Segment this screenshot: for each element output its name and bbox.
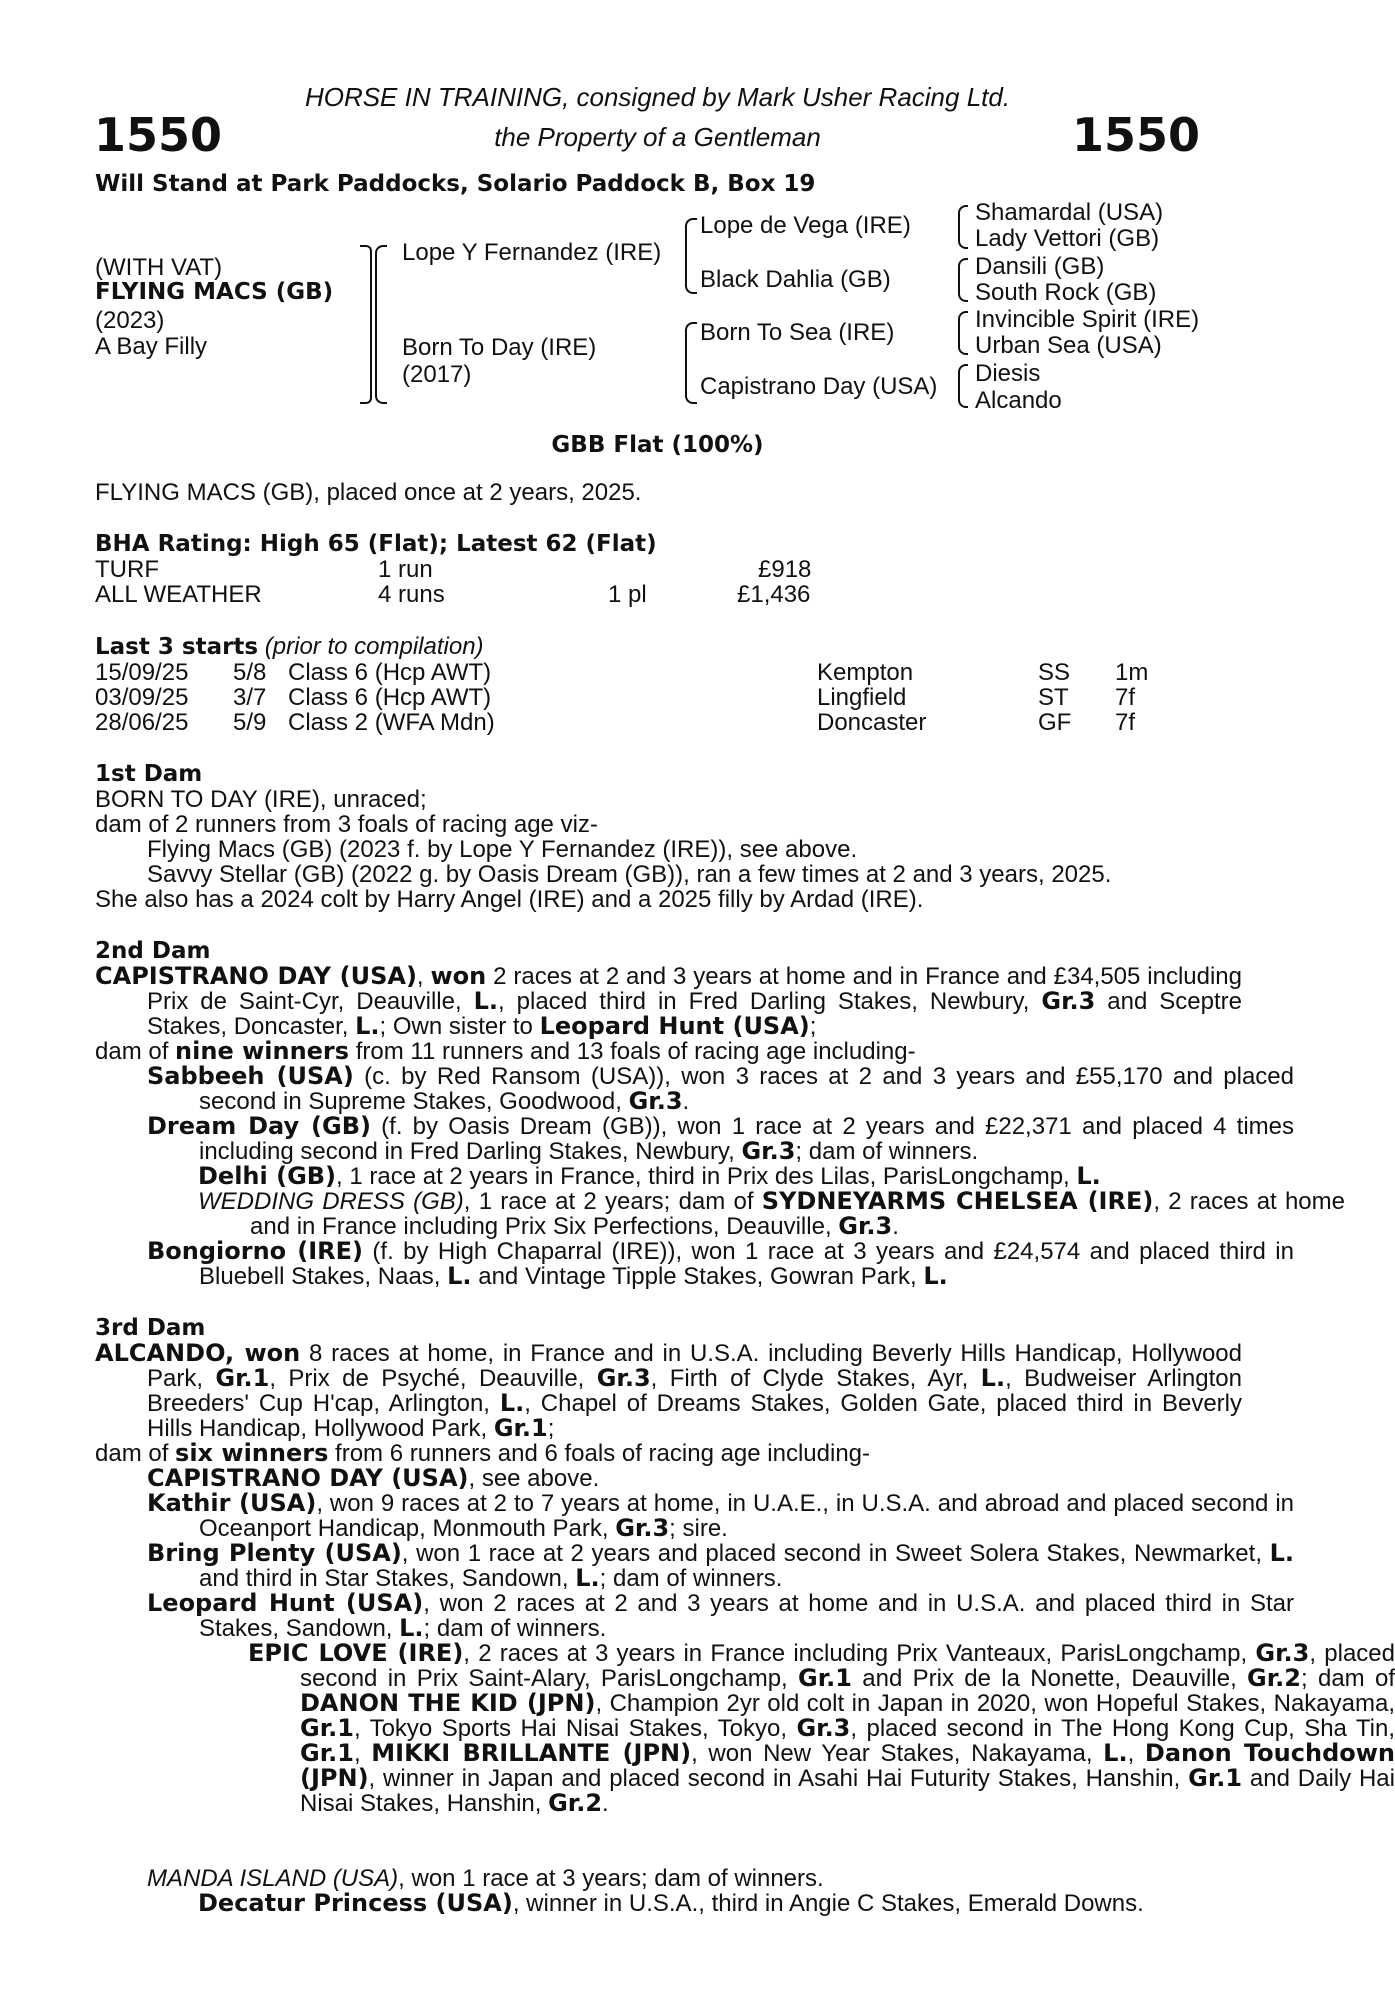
delhi: Delhi (GB) — [198, 1162, 337, 1190]
second-dam-dam-of — [95, 1039, 1190, 1064]
listed: L. — [575, 1564, 600, 1592]
start-race: Class 2 (WFA Mdn) — [288, 709, 495, 736]
dam-name-bold: CAPISTRANO DAY (USA) — [95, 962, 417, 990]
stand-location: Will Stand at Park Paddocks, Solario Paddock B, Box 19 — [95, 171, 816, 197]
produce-bring-plenty — [95, 1541, 1294, 1591]
text: (f. by Oasis Dream (GB)), won 1 race at 2 years and £22,371 and placed 4 times including second in Fred Darling Stakes, Newbury, — [199, 1113, 1295, 1165]
group3: Gr.3 — [628, 1087, 683, 1115]
text: ; dam of winners. — [795, 1138, 979, 1165]
dam-sire: Born To Sea (IRE) — [700, 319, 895, 346]
text: dam of — [95, 1038, 176, 1065]
text: , winner in U.S.A., third in Angie C Stakes, Emerald Downs. — [512, 1890, 1144, 1917]
start-date: 15/09/25 — [95, 659, 189, 686]
text: , Champion 2yr old colt in Japan in 2020, won Hopeful Stakes, Nakayama, — [595, 1690, 1395, 1717]
brace-ds — [958, 311, 968, 355]
text: ; sire. — [669, 1515, 728, 1542]
manda-island: MANDA ISLAND (USA) — [147, 1865, 399, 1892]
text: , placed second in Prix Saint-Alary, ParisLongchamp, — [300, 1640, 1395, 1692]
turf-prize: £918 — [758, 556, 812, 583]
text: (c. by Red Ransom (USA)), won 3 races at 2 and 3 years and £55,170 and placed second in Supreme Stakes, Goodwood, — [199, 1063, 1294, 1115]
nine-winners: nine winners — [175, 1037, 350, 1065]
text: from 11 runners and 13 foals of racing age including- — [349, 1038, 916, 1065]
danon-touchdown: Danon Touchdown (JPN) — [300, 1739, 1395, 1792]
start-going: GF — [1038, 709, 1072, 736]
turf-runs: 1 run — [378, 556, 433, 583]
first-dam-heading: 1st Dam — [95, 761, 203, 787]
group2: Gr.2 — [1247, 1664, 1301, 1692]
produce-leopard-hunt: Leopard Hunt (USA), won 2 races at 2 and 3 years at home and in U.S.A. and placed third in Star Stakes, Sandown, L.; dam of winners. — [147, 1589, 1294, 1642]
brace-main-close — [360, 245, 372, 404]
brace-dam — [685, 322, 697, 404]
text: . — [682, 1088, 690, 1115]
epic-love: EPIC LOVE (IRE) — [248, 1639, 464, 1667]
sire-sire: Lope de Vega (IRE) — [700, 212, 911, 239]
start-race: Class 6 (Hcp AWT) — [288, 684, 492, 711]
text: , Budweiser Arlington Breeders' Cup H'cap, Arlington, — [147, 1365, 1242, 1417]
listed: L. — [447, 1262, 472, 1290]
brace-main — [375, 245, 387, 404]
gbb-status: GBB Flat (100%) — [551, 432, 764, 458]
group1: Gr.1 — [493, 1414, 548, 1442]
first-dam-line2: dam of 2 runners from 3 foals of racing age viz- — [95, 811, 598, 838]
start-dist: 7f — [1115, 684, 1136, 711]
listed: L. — [499, 1389, 525, 1417]
text: , Tokyo Sports Hai Nisai Stakes, Tokyo, — [353, 1715, 797, 1742]
produce-epic-love: EPIC LOVE (IRE), 2 races at 3 years in France including Prix Vanteaux, ParisLongchamp, Gr.3, placed second in Prix Saint-Alary, ParisLongchamp, Gr.1 and Prix de la Nonette, Deauville, Gr.2; dam of DANON THE KID (JPN), Champion 2yr old colt in Japan in 2020, won Hopeful Stakes, Nakayama, Gr.1, Tokyo Sports Hai Nisai Stakes, Tokyo, Gr.3, placed second in The Hong Kong Cup, Sha Tin, Gr.1, MIKKI BRILLANTE (JPN), won New Year Stakes, Nakayama, L., Danon Touchdown (JPN), winner in Japan and placed second in Asahi Hai Futurity Stakes, Hanshin, Gr.1 and Daily Hai Nisai Stakes, Hanshin, Gr.2. — [248, 1639, 1395, 1817]
sydneyarms-chelsea: SYDNEYARMS CHELSEA (IRE) — [761, 1187, 1154, 1215]
start-date: 28/06/25 — [95, 709, 189, 736]
aw-label: ALL WEATHER — [95, 581, 262, 608]
text: , 2 races at 3 years in France including Prix Vanteaux, ParisLongchamp, — [463, 1640, 1256, 1667]
group3: Gr.3 — [838, 1212, 893, 1240]
ped-ddd: Alcando — [975, 387, 1062, 414]
group3: Gr.3 — [615, 1514, 670, 1542]
group1: Gr.1 — [300, 1739, 354, 1767]
start-course: Doncaster — [817, 709, 927, 736]
won-bold: , won — [224, 1339, 301, 1367]
dam-dam: Capistrano Day (USA) — [700, 373, 938, 400]
capistrano-day: CAPISTRANO DAY (USA) — [147, 1464, 469, 1492]
text: , 1 race at 2 years; dam of — [463, 1188, 762, 1215]
start-going: ST — [1038, 684, 1069, 711]
third-dam-paragraph — [95, 1341, 1242, 1441]
alcando: ALCANDO — [95, 1339, 225, 1367]
ped-dss: Invincible Spirit (IRE) — [975, 306, 1200, 333]
property-line: the Property of a Gentleman — [494, 122, 821, 152]
turf-label: TURF — [95, 556, 159, 583]
mikki-brillante: MIKKI BRILLANTE (JPN) — [371, 1739, 692, 1767]
listed: L. — [399, 1614, 424, 1642]
leopard-hunt: Leopard Hunt (USA) — [539, 1012, 810, 1040]
sabbeeh: Sabbeeh (USA) — [147, 1062, 354, 1090]
brace-sire — [685, 218, 697, 294]
start-pos: 5/8 — [233, 659, 267, 686]
won-bold: won — [430, 962, 487, 990]
text: , Chapel of Dreams Stakes, Golden Gate, placed third in Beverly Hills Handicap, Hollywood Park, — [147, 1390, 1242, 1442]
text: 2 races at 2 and 3 years at home and in France and £34,505 including Prix de Saint-Cyr, Deauville, — [147, 963, 1242, 1015]
second-dam-heading: 2nd Dam — [95, 938, 211, 964]
dam-name: Born To Day (IRE) — [402, 334, 597, 361]
wedding-dress: WEDDING DRESS (GB) — [198, 1188, 464, 1215]
text: ; Own sister to — [379, 1013, 540, 1040]
last-starts-note: (prior to compilation) — [264, 633, 484, 660]
sire-name: Lope Y Fernandez (IRE) — [402, 239, 662, 266]
produce-kathir — [95, 1491, 1294, 1541]
third-dam-dam-of — [95, 1441, 1190, 1466]
produce-wedding-dress: WEDDING DRESS (GB), 1 race at 2 years; dam of SYDNEYARMS CHELSEA (IRE), 2 races at home and in France including Prix Six Perfections, Deauville, Gr.3. — [198, 1187, 1345, 1240]
start-pos: 5/9 — [233, 709, 267, 736]
produce-decatur-princess — [95, 1891, 1345, 1916]
vat-note: (WITH VAT) — [95, 254, 223, 281]
group1: Gr.1 — [300, 1714, 354, 1742]
dream-day: Dream Day (GB) — [147, 1112, 371, 1140]
group3: Gr.3 — [1041, 987, 1096, 1015]
third-dam-heading: 3rd Dam — [95, 1315, 206, 1341]
text: and third in Star Stakes, Sandown, — [199, 1565, 576, 1592]
sire-dam: Black Dahlia (GB) — [700, 266, 891, 293]
group3: Gr.3 — [1255, 1639, 1310, 1667]
group3: Gr.3 — [796, 1714, 851, 1742]
text: , won 9 races at 2 to 7 years at home, in U.A.E., in U.S.A. and abroad and placed second in Oceanport Handicap, Monmouth Park, — [199, 1490, 1294, 1542]
text: ; dam of winners. — [599, 1565, 783, 1592]
start-going: SS — [1038, 659, 1071, 686]
listed: L. — [1269, 1539, 1295, 1567]
aw-prize: £1,436 — [737, 581, 811, 608]
start-date: 03/09/25 — [95, 684, 189, 711]
ped-sdd: South Rock (GB) — [975, 279, 1157, 306]
text: dam of — [95, 1440, 176, 1467]
listed: L. — [355, 1012, 380, 1040]
last-starts-title: Last 3 starts — [95, 634, 259, 660]
start-dist: 1m — [1115, 659, 1149, 686]
second-dam-paragraph: CAPISTRANO DAY (USA), won 2 races at 2 and 3 years at home and in France and £34,505 including Prix de Saint-Cyr, Deauville, L., placed third in Fred Darling Stakes, Newbury, Gr.3 and Sceptre Stakes, Doncaster, L.; Own sister to Leopard Hunt (USA); — [95, 962, 1243, 1040]
race-summary: FLYING MACS (GB), placed once at 2 years, 2025. — [95, 479, 642, 506]
brace-ss — [958, 205, 968, 249]
ped-dds: Diesis — [975, 360, 1041, 387]
decatur-princess: Decatur Princess (USA) — [198, 1889, 513, 1917]
bring-plenty: Bring Plenty (USA) — [147, 1539, 402, 1567]
leopard-hunt: Leopard Hunt (USA) — [147, 1589, 424, 1617]
listed: L. — [473, 987, 499, 1015]
dam-year: (2017) — [402, 361, 472, 388]
text: 8 races at home, in France and in U.S.A. including Beverly Hills Handicap, Hollywood Park, — [147, 1340, 1242, 1392]
text: (f. by High Chaparral (IRE)), won 1 race at 3 years and £24,574 and placed third in Bluebell Stakes, Naas, — [199, 1238, 1294, 1290]
group3: Gr.3 — [741, 1137, 796, 1165]
first-dam-line3: Flying Macs (GB) (2023 f. by Lope Y Fernandez (IRE)), see above. — [147, 836, 858, 863]
text: , 1 race at 2 years in France, third in Prix des Lilas, ParisLongchamp, — [336, 1163, 1077, 1190]
ped-ssd: Lady Vettori (GB) — [975, 225, 1160, 252]
start-race: Class 6 (Hcp AWT) — [288, 659, 492, 686]
produce-dream-day — [95, 1114, 1294, 1164]
lot-number-left: 1550 — [94, 108, 223, 162]
text: ; — [809, 1013, 817, 1040]
bongiorno: Bongiorno (IRE) — [147, 1237, 364, 1265]
start-course: Lingfield — [817, 684, 907, 711]
listed: L. — [923, 1262, 948, 1290]
text: ; — [547, 1415, 555, 1442]
produce-manda-island — [95, 1866, 1294, 1891]
text: , 2 races at home and in France including Prix Six Perfections, Deauville, — [250, 1188, 1345, 1240]
horse-description: A Bay Filly — [95, 333, 208, 360]
text: from 6 runners and 6 foals of racing age including- — [328, 1440, 871, 1467]
kathir: Kathir (USA) — [147, 1489, 317, 1517]
produce-delhi — [95, 1164, 1345, 1189]
six-winners: six winners — [175, 1439, 329, 1467]
produce-bongiorno — [95, 1239, 1294, 1289]
last-starts-heading — [95, 634, 484, 660]
text: , placed third in Fred Darling Stakes, Newbury, — [498, 988, 1042, 1015]
start-course: Kempton — [817, 659, 914, 686]
text: , Firth of Clyde Stakes, Ayr, — [650, 1365, 981, 1392]
produce-sabbeeh — [95, 1064, 1294, 1114]
text: , won 1 race at 3 years; dam of winners. — [398, 1865, 824, 1892]
text: , see above. — [468, 1465, 600, 1492]
text: , won New Year Stakes, Nakayama, — [691, 1740, 1104, 1767]
listed: L. — [1076, 1162, 1101, 1190]
text: and Daily Hai Nisai Stakes, Hanshin, — [300, 1765, 1395, 1817]
text: , winner in Japan and placed second in Asahi Hai Futurity Stakes, Hanshin, — [368, 1765, 1189, 1792]
text: , won 1 race at 2 years and placed second in Sweet Solera Stakes, Newmarket, — [401, 1540, 1270, 1567]
bha-rating: BHA Rating: High 65 (Flat); Latest 62 (Flat) — [95, 531, 657, 557]
produce-capistrano — [95, 1466, 1294, 1491]
text: , Prix de Psyché, Deauville, — [269, 1365, 597, 1392]
group1: Gr.1 — [1188, 1764, 1243, 1792]
first-dam-line5: She also has a 2024 colt by Harry Angel (IRE) and a 2025 filly by Ardad (IRE). — [95, 886, 924, 913]
lot-number-right: 1550 — [1072, 108, 1201, 162]
first-dam-line4: Savvy Stellar (GB) (2022 g. by Oasis Dream (GB)), ran a few times at 2 and 3 years, 2025. — [147, 861, 1112, 888]
listed: L. — [980, 1364, 1006, 1392]
listed: L. — [1103, 1739, 1128, 1767]
group3: Gr.3 — [596, 1364, 651, 1392]
horse-year: (2023) — [95, 307, 165, 334]
consignor-line: HORSE IN TRAINING, consigned by Mark Usher Racing Ltd. — [304, 82, 1011, 112]
start-pos: 3/7 — [233, 684, 267, 711]
brace-dd — [958, 364, 968, 408]
aw-runs: 4 runs — [378, 581, 445, 608]
first-dam-line1: BORN TO DAY (IRE), unraced; — [95, 786, 427, 813]
ped-sss: Shamardal (USA) — [975, 199, 1164, 226]
ped-sds: Dansili (GB) — [975, 253, 1105, 280]
group2: Gr.2 — [548, 1789, 603, 1817]
text: and Vintage Tipple Stakes, Gowran Park, — [471, 1263, 924, 1290]
start-dist: 7f — [1115, 709, 1136, 736]
horse-name: FLYING MACS (GB) — [95, 279, 334, 305]
brace-sd — [958, 258, 968, 302]
text: and Sceptre Stakes, Doncaster, — [147, 988, 1243, 1040]
ped-dsd: Urban Sea (USA) — [975, 332, 1162, 359]
text: , won 2 races at 2 and 3 years at home and in U.S.A. and placed third in Star Stakes, Sandown, — [199, 1590, 1294, 1642]
danon-the-kid: DANON THE KID (JPN) — [300, 1689, 596, 1717]
aw-placed: 1 pl — [608, 581, 647, 608]
group1: Gr.1 — [215, 1364, 270, 1392]
text: ; dam of — [1300, 1665, 1395, 1692]
text: , placed second in The Hong Kong Cup, Sha Tin, — [850, 1715, 1395, 1742]
text: and Prix de la Nonette, Deauville, — [851, 1665, 1248, 1692]
group1: Gr.1 — [798, 1664, 852, 1692]
